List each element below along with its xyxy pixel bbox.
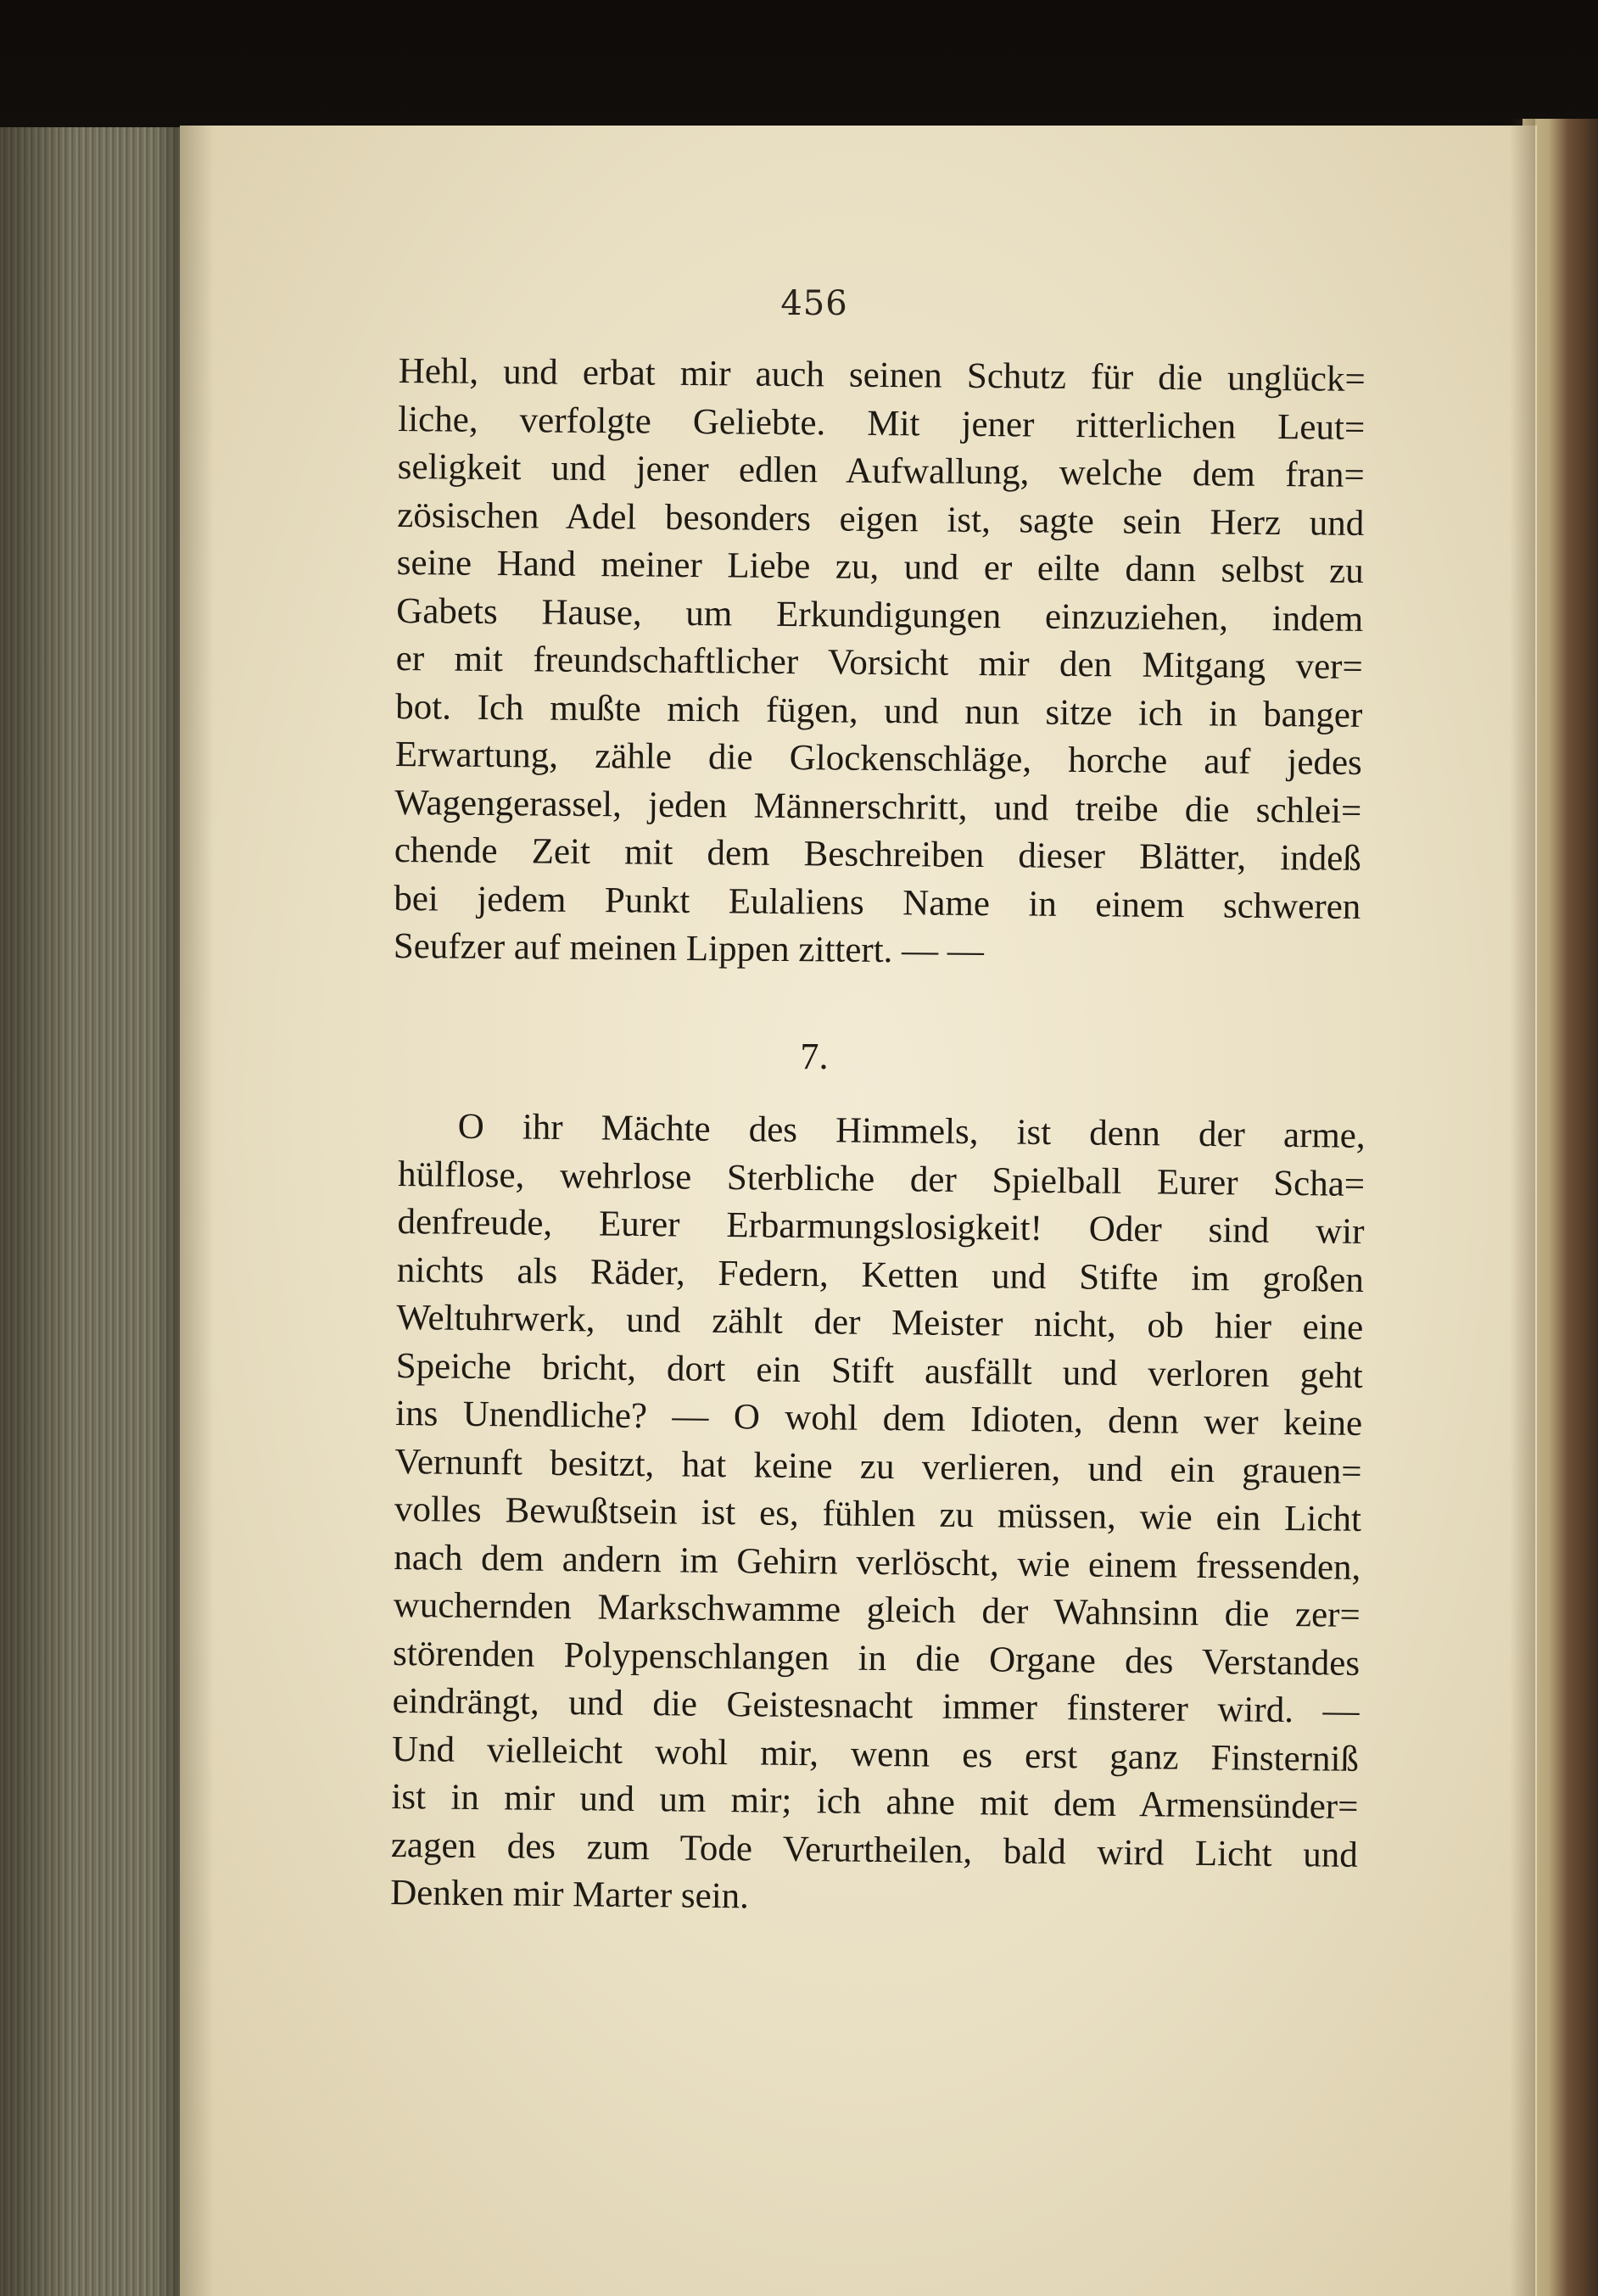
text-line: denfreude, Eurer Erbarmungslosigkeit! Oder sind wir [397, 1201, 1365, 1252]
text-line: Gabets Hause, um Erkundigungen einzuziehen, indem [396, 590, 1364, 640]
text-line: chende Zeit mit dem Beschreiben dieser Blätter, indeß [394, 830, 1361, 879]
text-line: seligkeit und jener edlen Aufwallung, welche dem fran= [397, 446, 1365, 495]
text-line: Weltuhrwerk, und zählt der Meister nicht, ob hier eine [396, 1297, 1364, 1348]
text-line: bot. Ich mußte mich fügen, und nun sitze ich in banger [395, 686, 1363, 735]
text-line: störenden Polypenschlangen in die Organe des Verstandes [392, 1633, 1361, 1684]
text-line: eindrängt, und die Geistesnacht immer finsterer wird. — [392, 1680, 1360, 1731]
page-fold-shadow [1510, 119, 1535, 2296]
text-line: liche, verfolgte Geliebte. Mit jener ritterlichen Leut= [398, 399, 1366, 448]
text-line: wuchernden Markschwamme gleich der Wahnsinn die zer= [393, 1584, 1361, 1635]
text-line: O ihr Mächte des Himmels, ist denn der arme, [457, 1106, 1366, 1156]
text-line: Wagengerassel, jeden Männerschritt, und treibe die schlei= [394, 782, 1362, 831]
text-line: seine Hand meiner Liebe zu, und er eilte dann selbst zu [396, 542, 1364, 591]
text-line: ins Unendliche? — O wohl dem Idioten, denn wer keine [394, 1393, 1363, 1444]
text-line: Hehl, und erbat mir auch seinen Schutz für die unglück= [398, 350, 1366, 399]
page-stack-shadow [0, 127, 182, 2296]
text-line: zagen des zum Tode Verurtheilen, bald wird Licht und [390, 1824, 1359, 1875]
text-line: hülflose, wehrlose Sterbliche der Spielball Eurer Scha= [397, 1154, 1366, 1204]
text-line: Und vielleicht wohl mir, wenn es erst ganz Finsterniß [391, 1729, 1360, 1779]
text-line: ist in mir und um mir; ich ahne mit dem Armensünder= [391, 1776, 1359, 1827]
text-line: Speiche bricht, dort ein Stift ausfällt und verloren geht [395, 1345, 1363, 1396]
text-line: er mit freundschaftlicher Vorsicht mir den Mitgang ver= [395, 638, 1363, 687]
page-gutter-shadow [180, 126, 214, 2296]
page-number: 456 [780, 284, 848, 323]
text-line: nach dem andern im Gehirn verlöscht, wie einem fressenden, [394, 1537, 1361, 1588]
text-line: volles Bewußtsein ist es, fühlen zu müssen, wie ein Licht [394, 1489, 1362, 1539]
text-line: Erwartung, zähle die Glockenschläge, horche auf jedes [394, 734, 1362, 783]
paragraph-1 [394, 348, 1366, 979]
text-line: Seufzer auf meinen Lippen zittert. — — [393, 925, 985, 972]
text-line: Denken mir Marter sein. [389, 1872, 750, 1917]
text-line: bei jedem Punkt Eulaliens Name in einem schweren [394, 878, 1361, 927]
text-line: nichts als Räder, Federn, Ketten und Stifte im großen [396, 1249, 1365, 1300]
text-line: zösischen Adel besonders eigen ist, sagte sein Herz und [397, 494, 1365, 544]
paragraph-2 [390, 1103, 1366, 1927]
text-line: Vernunft besitzt, hat keine zu verlieren, und ein grauen= [394, 1441, 1362, 1492]
section-number: 7. [800, 1036, 829, 1077]
